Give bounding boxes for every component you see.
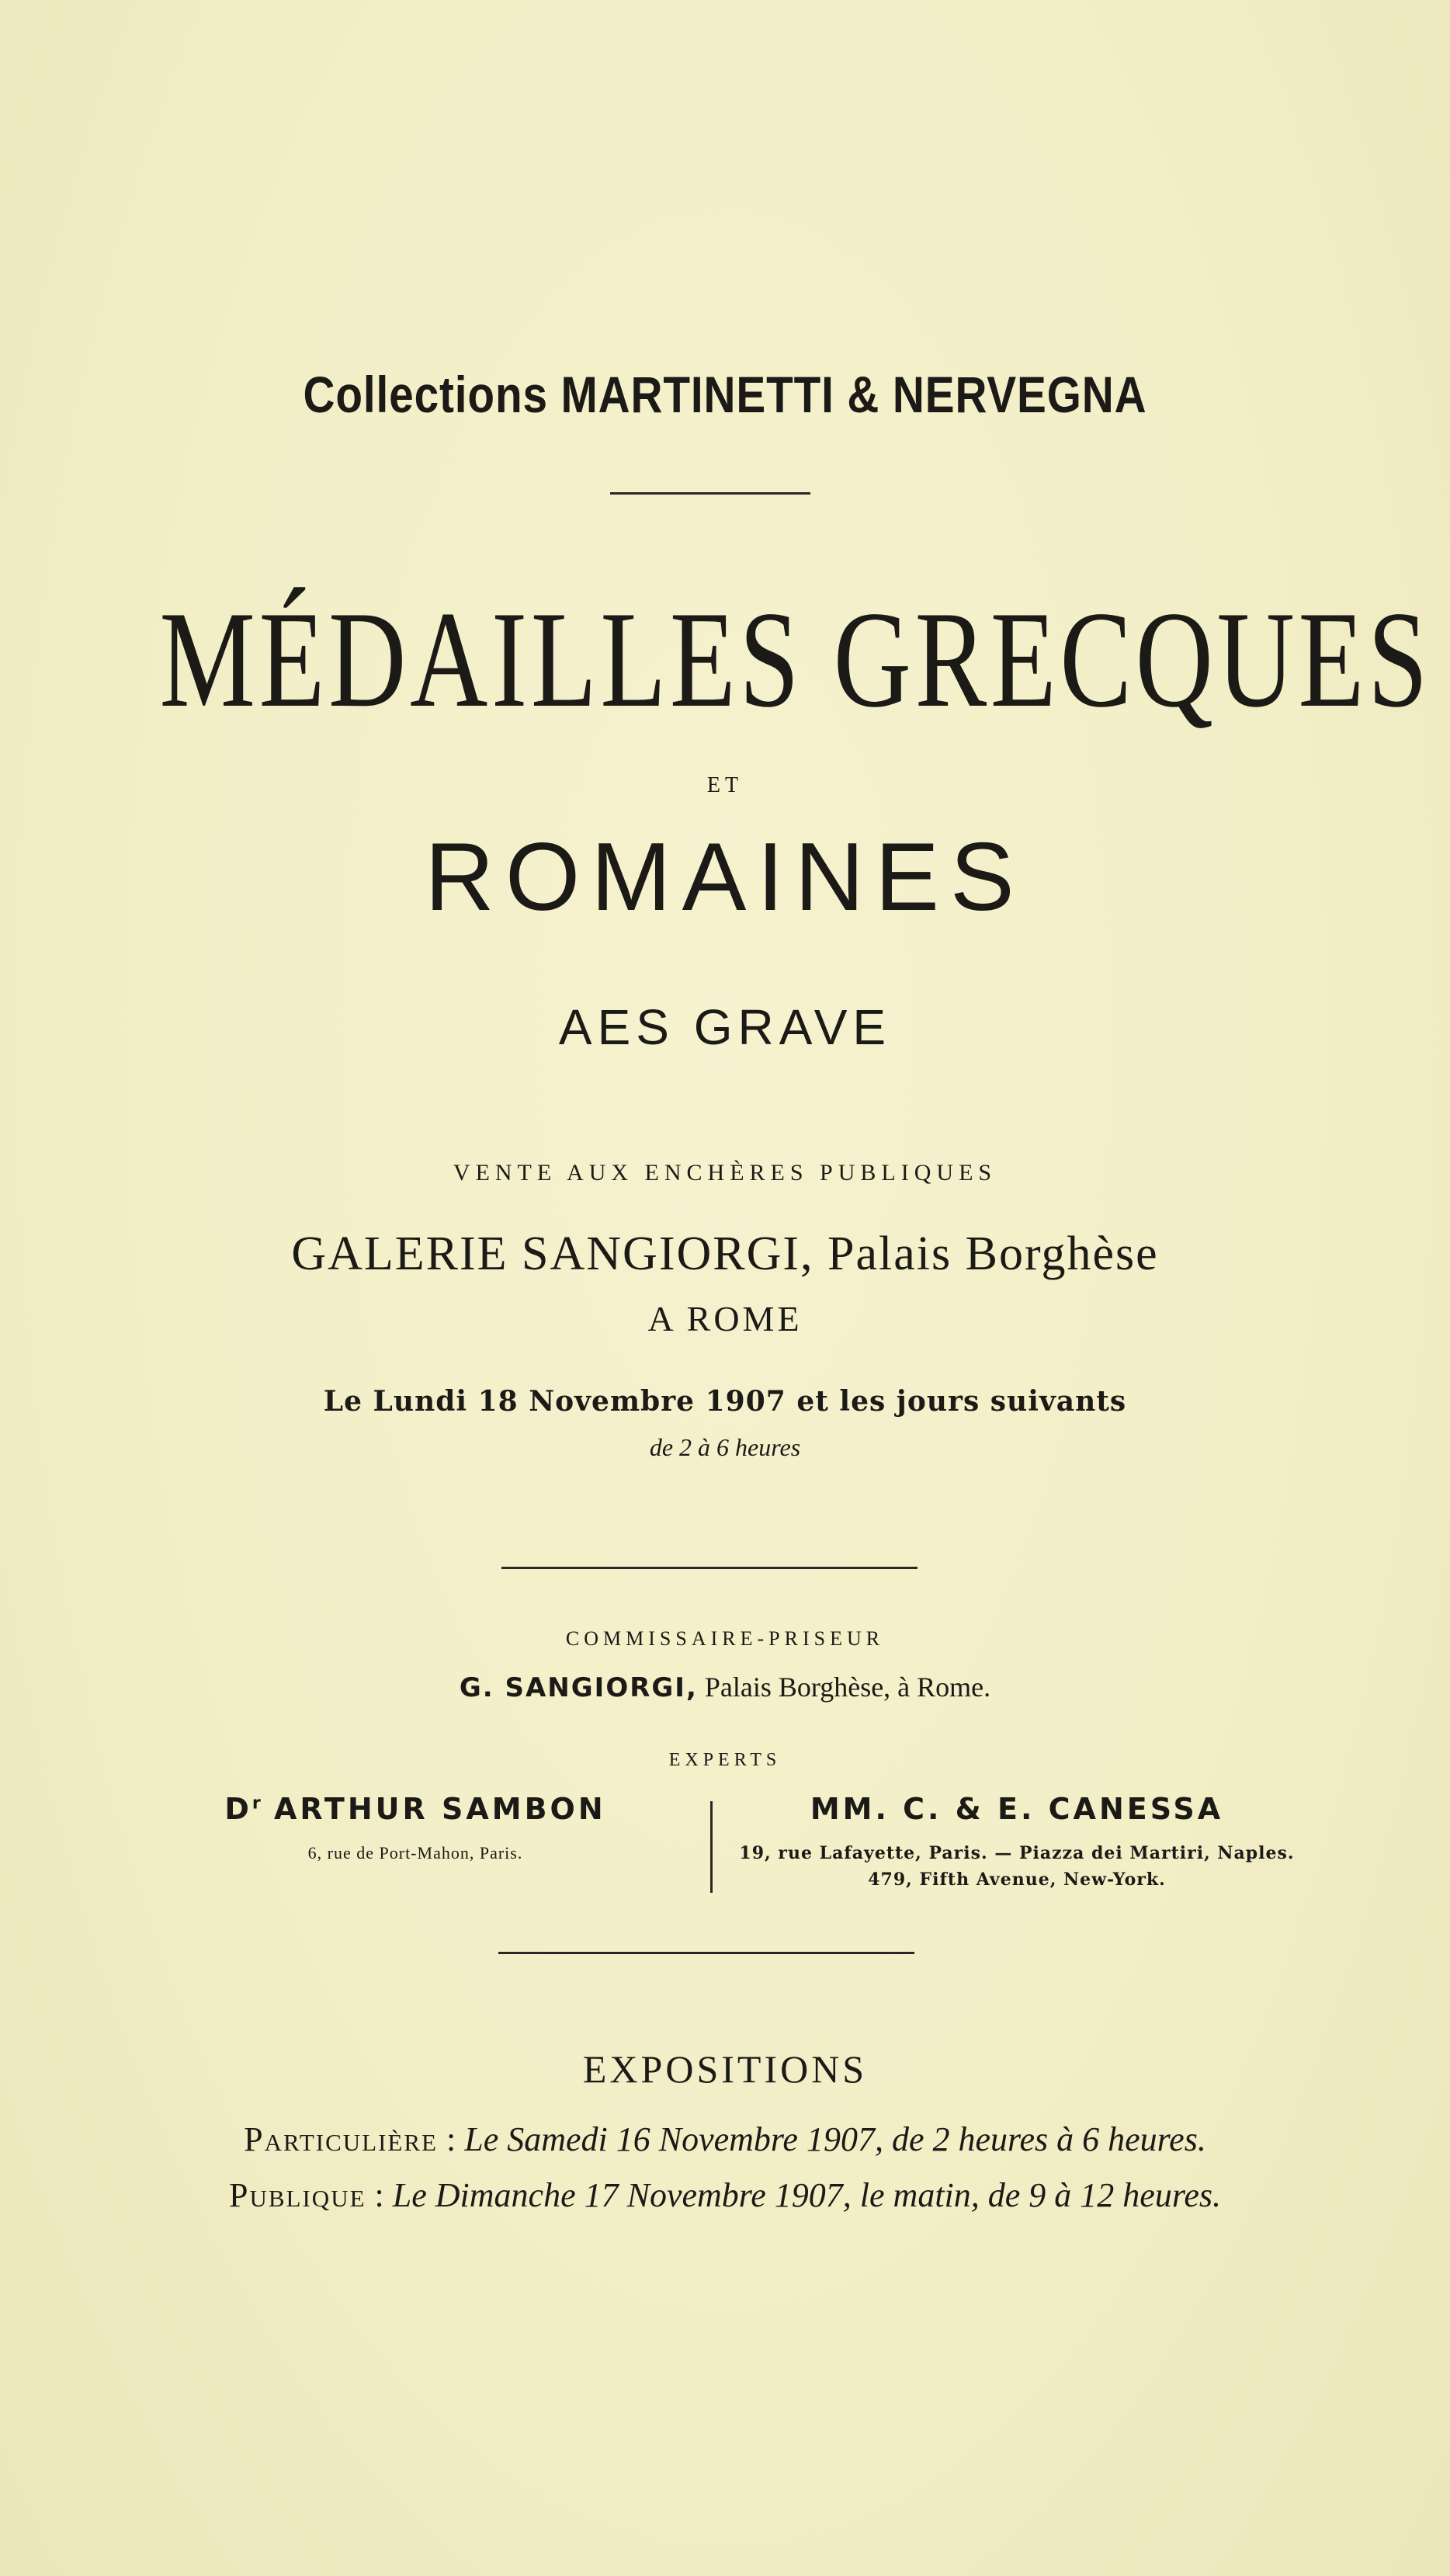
exposition-private-label: Particulière	[244, 2120, 438, 2158]
sale-date: Le Lundi 18 Novembre 1907 et les jours suivants	[323, 1385, 1127, 1418]
gallery-name: GALERIE SANGIORGI, Palais Borghèse	[291, 1227, 1159, 1280]
expositions-heading: EXPOSITIONS	[582, 2047, 868, 2091]
expert-left	[186, 1792, 644, 1866]
sale-type: VENTE AUX ENCHÈRES PUBLIQUES	[453, 1160, 997, 1186]
auctioneer-heading: COMMISSAIRE-PRISEUR	[565, 1627, 885, 1650]
exposition-private-text: Le Samedi 16 Novembre 1907, de 2 heures à 6 heures.	[464, 2120, 1206, 2158]
expert-right-address-line1: 19, rue Lafayette, Paris. — Piazza dei Martiri, Naples.	[739, 1843, 1295, 1863]
exposition-public-text: Le Dimanche 17 Novembre 1907, le matin, de 9 à 12 heures.	[392, 2176, 1221, 2214]
experts-divider	[710, 1801, 713, 1893]
expert-right	[722, 1792, 1312, 1893]
middle-rule	[501, 1567, 918, 1569]
title-conjunction: ET	[706, 773, 744, 797]
expert-left-title-sup: r	[251, 1793, 261, 1814]
auctioneer-line	[0, 1671, 1450, 1703]
sale-hours: de 2 à 6 heures	[649, 1433, 801, 1461]
expert-left-title: D	[224, 1792, 252, 1826]
main-title-line1: MÉDAILLES GRECQUES	[159, 582, 1431, 736]
expert-left-name	[186, 1792, 644, 1826]
exposition-public-sep: :	[366, 2176, 393, 2214]
lower-rule	[498, 1952, 914, 1954]
main-title-line2: ROMAINES	[425, 824, 1025, 931]
exposition-private-sep: :	[437, 2120, 465, 2158]
expert-left-fullname: ARTHUR SAMBON	[260, 1792, 606, 1826]
subtitle: AES GRAVE	[558, 999, 892, 1055]
auctioneer-name: G. SANGIORGI,	[459, 1672, 698, 1703]
experts-heading: EXPERTS	[668, 1750, 782, 1770]
exposition-public	[0, 2175, 1450, 2215]
exposition-private	[0, 2119, 1450, 2159]
top-rule	[610, 492, 810, 495]
expert-left-address: 6, rue de Port-Mahon, Paris.	[307, 1843, 523, 1863]
collections-heading: Collections MARTINETTI & NERVEGNA	[303, 366, 1147, 423]
exposition-public-label: Publique	[229, 2176, 366, 2214]
sale-city: A ROME	[647, 1299, 803, 1338]
auctioneer-address: Palais Borghèse, à Rome.	[697, 1672, 991, 1703]
expert-right-address-line2: 479, Fifth Avenue, New-York.	[868, 1870, 1166, 1890]
expert-right-name: MM. C. & E. CANESSA	[810, 1792, 1224, 1826]
